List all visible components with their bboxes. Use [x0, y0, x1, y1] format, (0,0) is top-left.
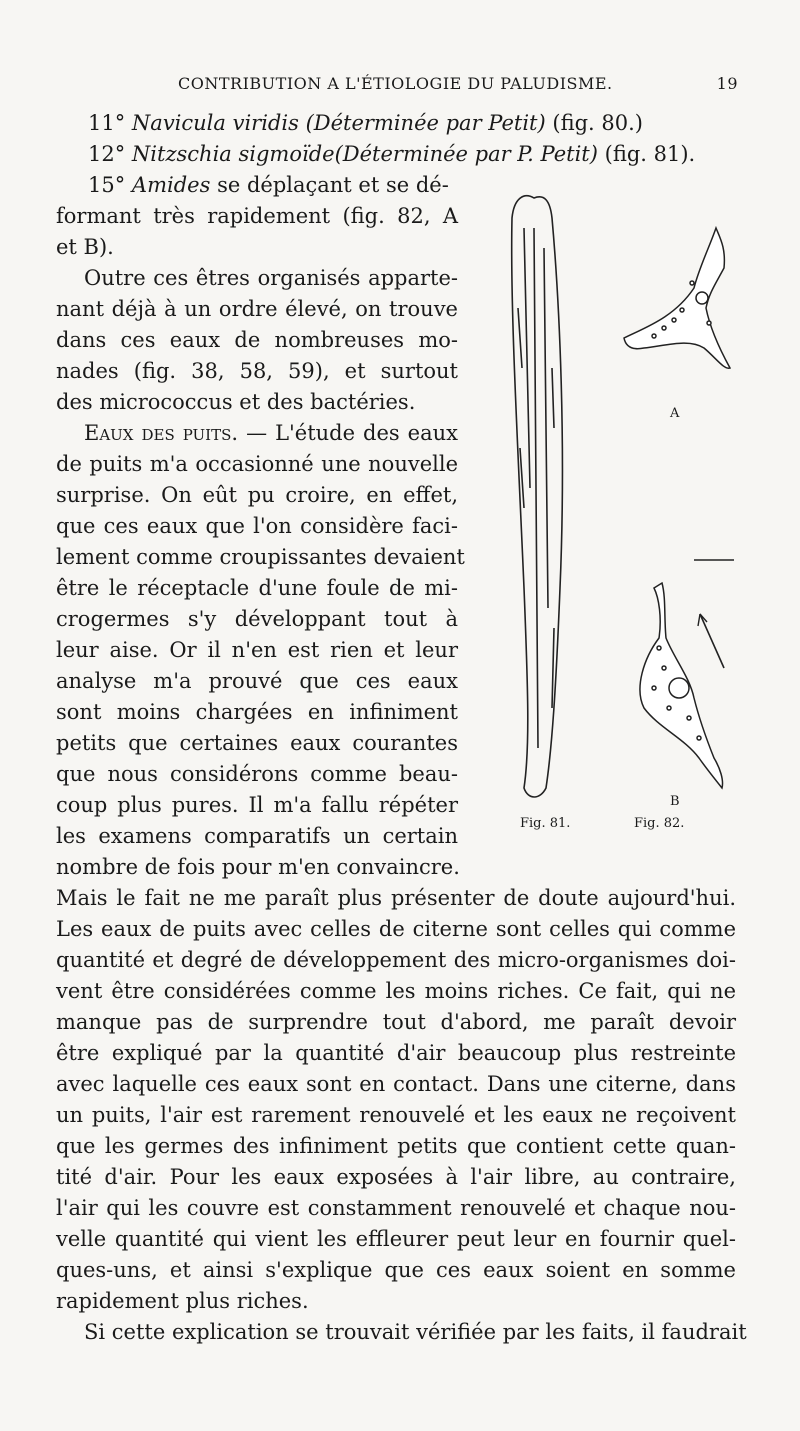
- text-run: — L'étude des eaux: [246, 421, 458, 445]
- section-heading: Eaux des puits.: [84, 421, 239, 445]
- text-line: tité d'air. Pour les eaux exposées à l'air libre, au contraire,: [56, 1165, 736, 1189]
- text-line: que nous considérons comme beau-: [56, 762, 458, 786]
- text-line: petits que certaines eaux courantes: [56, 731, 458, 755]
- text-line: les examens comparatifs un certain: [56, 824, 458, 848]
- text-line: Mais le fait ne me paraît plus présenter de doute aujourd'hui.: [56, 886, 736, 910]
- text-line: être expliqué par la quantité d'air beaucoup plus restreinte: [56, 1041, 736, 1065]
- species-name: Amides: [131, 173, 211, 197]
- species-name: Navicula viridis: [131, 111, 299, 135]
- figure-area: [494, 188, 754, 848]
- text-line: nombre de fois pour m'en convaincre.: [56, 855, 460, 879]
- running-title: CONTRIBUTION A L'ÉTIOLOGIE DU PALUDISME.: [178, 74, 613, 93]
- figure-reference: (fig. 81).: [604, 142, 696, 166]
- text-line: crogermes s'y développant tout à: [56, 607, 458, 631]
- item-number: 15°: [88, 173, 126, 197]
- fig82-label-a: A: [670, 406, 680, 421]
- text-line: nades (fig. 38, 58, 59), et surtout: [56, 359, 458, 383]
- text-line: formant très rapidement (fig. 82, A: [56, 204, 458, 228]
- determination: (Déterminée par P. Petit): [334, 142, 598, 166]
- list-item: [88, 139, 695, 169]
- item-number: 11°: [88, 111, 126, 135]
- determination: (Déterminée par Petit): [305, 111, 546, 135]
- fig82-caption: Fig. 82.: [634, 816, 685, 831]
- fig81-caption: Fig. 81.: [520, 816, 571, 831]
- figure-illustrations: [494, 188, 754, 848]
- text-line: vent être considérées comme les moins riches. Ce fait, qui ne: [56, 979, 736, 1003]
- text-line: Les eaux de puits avec celles de citerne sont celles qui comme: [56, 917, 736, 941]
- figure-reference: (fig. 80.): [552, 111, 643, 135]
- text-line: Si cette explication se trouvait vérifiée par les faits, il faudrait: [84, 1320, 747, 1344]
- text-line: que ces eaux que l'on considère faci-: [56, 514, 458, 538]
- item-number: 12°: [88, 142, 126, 166]
- text-line: sont moins chargées en infiniment: [56, 700, 458, 724]
- text-line: que les germes des infiniment petits que contient cette quan-: [56, 1134, 736, 1158]
- fig82-label-b: B: [670, 794, 680, 809]
- text-line: dans ces eaux de nombreuses mo-: [56, 328, 458, 352]
- text-line: être le réceptacle d'une foule de mi-: [56, 576, 458, 600]
- species-name: Nitzschia sigmoïde: [131, 142, 335, 166]
- text-line: rapidement plus riches.: [56, 1289, 309, 1313]
- text-line: lement comme croupissantes devaient: [56, 545, 465, 569]
- text-line: un puits, l'air est rarement renouvelé et les eaux ne reçoivent: [56, 1103, 736, 1127]
- page-number: 19: [716, 74, 738, 93]
- section-heading-line: [56, 418, 458, 448]
- text-line: coup plus pures. Il m'a fallu répéter: [56, 793, 458, 817]
- page-header: [150, 74, 750, 98]
- text-line: analyse m'a prouvé que ces eaux: [56, 669, 458, 693]
- text-line: velle quantité qui vient les effleurer peut leur en fournir quel-: [56, 1227, 736, 1251]
- fig82a-amoeba-drawing: [624, 228, 730, 368]
- list-item: [88, 170, 449, 200]
- text-line: Outre ces êtres organisés apparte-: [84, 266, 458, 290]
- text-line: l'air qui les couvre est constamment renouvelé et chaque nou-: [56, 1196, 736, 1220]
- text-line: avec laquelle ces eaux sont en contact. Dans une citerne, dans: [56, 1072, 736, 1096]
- text-line: nant déjà à un ordre élevé, on trouve: [56, 297, 458, 321]
- fig82b-amoeba-drawing: [640, 583, 723, 788]
- pointer-line: [700, 614, 724, 668]
- fig81-nitzschia-drawing: [512, 196, 563, 797]
- list-item: [88, 108, 643, 138]
- text-line: manque pas de surprendre tout d'abord, me paraît devoir: [56, 1010, 736, 1034]
- text-line: quantité et degré de développement des micro-organismes doi-: [56, 948, 736, 972]
- text-line: ques-uns, et ainsi s'explique que ces eaux soient en somme: [56, 1258, 736, 1282]
- text-line: leur aise. Or il n'en est rien et leur: [56, 638, 458, 662]
- text-line: surprise. On eût pu croire, en effet,: [56, 483, 458, 507]
- item-text: se déplaçant et se dé-: [217, 173, 449, 197]
- text-line: de puits m'a occasionné une nouvelle: [56, 452, 458, 476]
- text-line: et B).: [56, 235, 114, 259]
- text-line: des micrococcus et des bactéries.: [56, 390, 416, 414]
